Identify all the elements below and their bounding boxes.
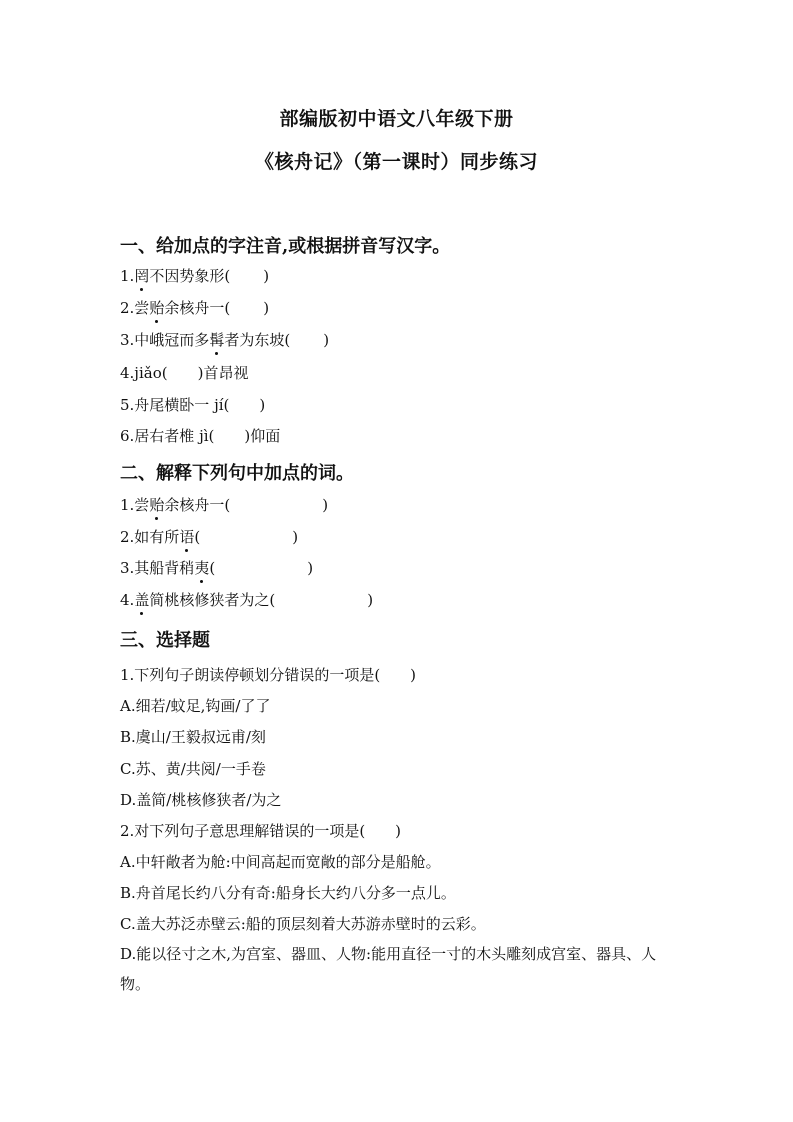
text: ) xyxy=(263,299,270,317)
text: 余核舟一( xyxy=(164,496,231,514)
s2-item-3 xyxy=(120,557,313,578)
text: ) xyxy=(292,528,299,546)
text: ) xyxy=(263,267,270,285)
document-title: 部编版初中语文八年级下册 xyxy=(279,108,514,130)
text: 2.如有所 xyxy=(120,528,180,546)
dotted-char: 贻 xyxy=(149,496,165,514)
text: 2.尝 xyxy=(120,299,150,317)
s2-item-1 xyxy=(120,494,328,515)
s2-item-4 xyxy=(120,589,373,610)
q2-option-b: B.舟首尾长约八分有奇:船身长大约八分多一点儿。 xyxy=(120,884,456,902)
s1-item-1 xyxy=(120,265,269,286)
s1-item-3 xyxy=(120,329,329,350)
text: 者为东坡( xyxy=(224,331,291,349)
section-3-heading: 三、选择题 xyxy=(120,630,210,651)
dotted-char: 盖 xyxy=(134,591,150,609)
text: 4.jiǎo( xyxy=(120,364,168,382)
text: )仰面 xyxy=(244,427,281,445)
q1-option-c: C.苏、黄/共阅/一手卷 xyxy=(120,760,266,778)
text: )首昂视 xyxy=(197,364,249,382)
text: 1. xyxy=(120,267,135,285)
text: ) xyxy=(259,396,266,414)
dotted-char: 语 xyxy=(179,528,195,546)
text: ) xyxy=(307,559,314,577)
text: 5.舟尾横卧一 jí( xyxy=(120,396,230,414)
dotted-char: 夷 xyxy=(194,559,210,577)
section-2-heading: 二、解释下列句中加点的词。 xyxy=(120,463,354,484)
text: 1.尝 xyxy=(120,496,150,514)
question-2: 2.对下列句子意思理解错误的一项是( ) xyxy=(120,822,402,840)
q2-option-c: C.盖大苏泛赤壁云:船的顶层刻着大苏游赤壁时的云彩。 xyxy=(120,915,486,933)
s2-item-2 xyxy=(120,526,298,547)
s1-item-2 xyxy=(120,297,269,318)
text: 简桃核修狭者为之( xyxy=(149,591,276,609)
dotted-char: 髯 xyxy=(209,331,225,349)
q1-option-a: A.细若/蚊足,钩画/了了 xyxy=(120,697,271,715)
text: 不因势象形( xyxy=(149,267,231,285)
q1-option-d: D.盖简/桃核修狭者/为之 xyxy=(120,791,282,809)
q2-option-d: D.能以径寸之木,为宫室、器皿、人物:能用直径一寸的木头雕刻成宫室、器具、人物。 xyxy=(120,945,657,993)
text: ) xyxy=(323,331,330,349)
question-1: 1.下列句子朗读停顿划分错误的一项是( ) xyxy=(120,666,417,684)
text: ) xyxy=(322,496,329,514)
text: 3.其船背稍 xyxy=(120,559,195,577)
text: 3.中峨冠而多 xyxy=(120,331,210,349)
text: ( xyxy=(194,528,201,546)
document-subtitle: 《核舟记》（第一课时）同步练习 xyxy=(254,151,538,173)
dotted-char: 罔 xyxy=(134,267,150,285)
text: ) xyxy=(367,591,374,609)
text: 6.居右者椎 jì( xyxy=(120,427,215,445)
text: 4. xyxy=(120,591,135,609)
q2-option-a: A.中轩敞者为舱:中间高起而宽敞的部分是船舱。 xyxy=(120,853,441,871)
s1-item-5 xyxy=(120,394,265,415)
dotted-char: 贻 xyxy=(149,299,165,317)
section-1-heading: 一、给加点的字注音,或根据拼音写汉字。 xyxy=(120,236,451,257)
s1-item-4 xyxy=(120,362,248,383)
text: 余核舟一( xyxy=(164,299,231,317)
q1-option-b: B.虞山/王毅叔远甫/刻 xyxy=(120,728,266,746)
s1-item-6 xyxy=(120,425,280,446)
text: ( xyxy=(209,559,216,577)
